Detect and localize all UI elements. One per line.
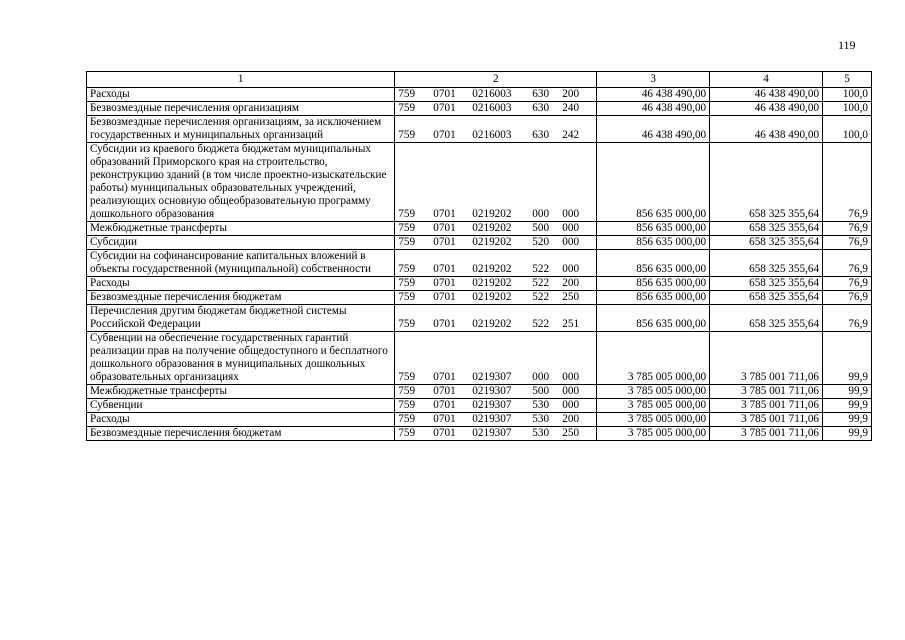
- header-cell-name: 1: [87, 72, 395, 88]
- row-name-cell: Безвозмездные перечисления бюджетам: [87, 291, 395, 305]
- row-name-cell: Субвенции: [87, 399, 395, 413]
- target-code: 0219202: [472, 222, 512, 234]
- table-body: [87, 72, 872, 441]
- expense-type-code: 522: [532, 291, 550, 303]
- row-fact-cell: 3 785 001 711,06: [710, 427, 823, 441]
- kosgu-code: 000: [562, 263, 580, 275]
- row-name-cell: Безвозмездные перечисления организациям: [87, 102, 395, 116]
- table-row: [87, 236, 872, 250]
- row-name-cell: Межбюджетные трансферты: [87, 385, 395, 399]
- row-code-cell: [395, 236, 597, 250]
- target-code: 0219202: [472, 318, 512, 330]
- row-code-cell: [395, 250, 597, 277]
- expense-type-code: 522: [532, 318, 550, 330]
- section-code: 0701: [433, 263, 456, 275]
- section-code: 0701: [433, 236, 456, 248]
- target-code: 0216003: [472, 88, 512, 100]
- kosgu-code: 000: [562, 208, 580, 220]
- row-fact-cell: 658 325 355,64: [710, 143, 823, 222]
- target-code: 0216003: [472, 129, 512, 141]
- row-percent-cell: 99,9: [823, 413, 872, 427]
- row-code-cell: [395, 277, 597, 291]
- row-plan-cell: 3 785 005 000,00: [597, 413, 710, 427]
- expense-type-code: 522: [532, 277, 550, 289]
- row-plan-cell: 3 785 005 000,00: [597, 399, 710, 413]
- target-code: 0216003: [472, 102, 512, 114]
- row-name-cell: Межбюджетные трансферты: [87, 222, 395, 236]
- header-cell-percent: 5: [823, 72, 872, 88]
- row-name-cell: Безвозмездные перечисления организациям, за исключением государственных и муниципальных организаций: [87, 116, 395, 143]
- row-code-cell: [395, 427, 597, 441]
- kosgu-code: 000: [562, 236, 580, 248]
- grbs-code: 759: [398, 318, 416, 330]
- expense-type-code: 530: [532, 399, 550, 411]
- grbs-code: 759: [398, 277, 416, 289]
- target-code: 0219307: [472, 385, 512, 397]
- row-plan-cell: 856 635 000,00: [597, 291, 710, 305]
- target-code: 0219307: [472, 371, 512, 383]
- budget-table: [86, 71, 872, 441]
- row-code-cell: [395, 116, 597, 143]
- row-percent-cell: 100,0: [823, 102, 872, 116]
- grbs-code: 759: [398, 427, 416, 439]
- row-percent-cell: 99,9: [823, 399, 872, 413]
- row-fact-cell: 658 325 355,64: [710, 291, 823, 305]
- table-row: [87, 222, 872, 236]
- row-plan-cell: 856 635 000,00: [597, 250, 710, 277]
- row-fact-cell: 658 325 355,64: [710, 236, 823, 250]
- grbs-code: 759: [398, 208, 416, 220]
- section-code: 0701: [433, 88, 456, 100]
- kosgu-code: 000: [562, 399, 580, 411]
- kosgu-code: 242: [562, 129, 580, 141]
- kosgu-code: 200: [562, 88, 580, 100]
- row-fact-cell: 3 785 001 711,06: [710, 385, 823, 399]
- expense-type-code: 530: [532, 413, 550, 425]
- row-percent-cell: 76,9: [823, 143, 872, 222]
- grbs-code: 759: [398, 399, 416, 411]
- row-plan-cell: 856 635 000,00: [597, 305, 710, 332]
- kosgu-code: 200: [562, 413, 580, 425]
- grbs-code: 759: [398, 129, 416, 141]
- row-name-cell: Субсидии на софинансирование капитальных вложений в объекты государственной (муниципальной) собственности: [87, 250, 395, 277]
- row-plan-cell: 3 785 005 000,00: [597, 427, 710, 441]
- row-percent-cell: 100,0: [823, 88, 872, 102]
- kosgu-code: 000: [562, 371, 580, 383]
- row-name-cell: Безвозмездные перечисления бюджетам: [87, 427, 395, 441]
- row-code-cell: [395, 88, 597, 102]
- row-code-cell: [395, 385, 597, 399]
- table-row: [87, 116, 872, 143]
- row-code-cell: [395, 413, 597, 427]
- row-name-cell: Расходы: [87, 277, 395, 291]
- expense-type-code: 630: [532, 129, 550, 141]
- expense-type-code: 630: [532, 102, 550, 114]
- row-code-cell: [395, 143, 597, 222]
- kosgu-code: 200: [562, 277, 580, 289]
- row-percent-cell: 76,9: [823, 250, 872, 277]
- row-name-cell: Перечисления другим бюджетам бюджетной системы Российской Федерации: [87, 305, 395, 332]
- row-plan-cell: 856 635 000,00: [597, 236, 710, 250]
- row-name-cell: Расходы: [87, 413, 395, 427]
- target-code: 0219202: [472, 208, 512, 220]
- expense-type-code: 522: [532, 263, 550, 275]
- header-row: [87, 72, 872, 88]
- row-percent-cell: 99,9: [823, 332, 872, 385]
- row-plan-cell: 856 635 000,00: [597, 143, 710, 222]
- row-fact-cell: 658 325 355,64: [710, 305, 823, 332]
- expense-type-code: 630: [532, 88, 550, 100]
- section-code: 0701: [433, 222, 456, 234]
- target-code: 0219307: [472, 399, 512, 411]
- expense-type-code: 500: [532, 222, 550, 234]
- row-code-cell: [395, 305, 597, 332]
- expense-type-code: 000: [532, 371, 550, 383]
- target-code: 0219202: [472, 236, 512, 248]
- expense-type-code: 500: [532, 385, 550, 397]
- row-fact-cell: 46 438 490,00: [710, 88, 823, 102]
- grbs-code: 759: [398, 385, 416, 397]
- row-fact-cell: 3 785 001 711,06: [710, 413, 823, 427]
- row-code-cell: [395, 332, 597, 385]
- section-code: 0701: [433, 129, 456, 141]
- row-percent-cell: 99,9: [823, 385, 872, 399]
- grbs-code: 759: [398, 222, 416, 234]
- row-plan-cell: 3 785 005 000,00: [597, 332, 710, 385]
- table-row: [87, 88, 872, 102]
- section-code: 0701: [433, 102, 456, 114]
- grbs-code: 759: [398, 88, 416, 100]
- grbs-code: 759: [398, 236, 416, 248]
- grbs-code: 759: [398, 291, 416, 303]
- expense-type-code: 530: [532, 427, 550, 439]
- target-code: 0219307: [472, 413, 512, 425]
- page-number: 119: [838, 38, 856, 52]
- table-row: [87, 277, 872, 291]
- kosgu-code: 251: [562, 318, 580, 330]
- expense-type-code: 520: [532, 236, 550, 248]
- table-row: [87, 413, 872, 427]
- section-code: 0701: [433, 399, 456, 411]
- grbs-code: 759: [398, 413, 416, 425]
- row-fact-cell: 658 325 355,64: [710, 222, 823, 236]
- section-code: 0701: [433, 208, 456, 220]
- section-code: 0701: [433, 427, 456, 439]
- grbs-code: 759: [398, 371, 416, 383]
- row-percent-cell: 76,9: [823, 277, 872, 291]
- table-row: [87, 385, 872, 399]
- row-code-cell: [395, 102, 597, 116]
- section-code: 0701: [433, 318, 456, 330]
- row-plan-cell: 856 635 000,00: [597, 277, 710, 291]
- row-percent-cell: 76,9: [823, 305, 872, 332]
- kosgu-code: 000: [562, 385, 580, 397]
- row-fact-cell: 658 325 355,64: [710, 250, 823, 277]
- row-code-cell: [395, 291, 597, 305]
- section-code: 0701: [433, 277, 456, 289]
- target-code: 0219202: [472, 291, 512, 303]
- row-plan-cell: 46 438 490,00: [597, 102, 710, 116]
- grbs-code: 759: [398, 102, 416, 114]
- header-cell-fact: 4: [710, 72, 823, 88]
- row-name-cell: Субсидии: [87, 236, 395, 250]
- row-percent-cell: 99,9: [823, 427, 872, 441]
- grbs-code: 759: [398, 263, 416, 275]
- kosgu-code: 250: [562, 427, 580, 439]
- table-row: [87, 102, 872, 116]
- row-plan-cell: 856 635 000,00: [597, 222, 710, 236]
- table-row: [87, 332, 872, 385]
- header-cell-code: 2: [395, 72, 597, 88]
- table-row: [87, 305, 872, 332]
- table-row: [87, 250, 872, 277]
- row-code-cell: [395, 222, 597, 236]
- row-plan-cell: 46 438 490,00: [597, 116, 710, 143]
- target-code: 0219307: [472, 427, 512, 439]
- row-fact-cell: 3 785 001 711,06: [710, 332, 823, 385]
- section-code: 0701: [433, 371, 456, 383]
- row-fact-cell: 3 785 001 711,06: [710, 399, 823, 413]
- kosgu-code: 000: [562, 222, 580, 234]
- row-plan-cell: 46 438 490,00: [597, 88, 710, 102]
- row-fact-cell: 46 438 490,00: [710, 102, 823, 116]
- row-fact-cell: 658 325 355,64: [710, 277, 823, 291]
- row-code-cell: [395, 399, 597, 413]
- header-cell-plan: 3: [597, 72, 710, 88]
- row-percent-cell: 76,9: [823, 236, 872, 250]
- section-code: 0701: [433, 413, 456, 425]
- table-row: [87, 399, 872, 413]
- target-code: 0219202: [472, 277, 512, 289]
- row-name-cell: Субвенции на обеспечение государственных гарантий реализации прав на получение общедоступного и бесплатного дошкольного образования в муниципальных дошкольных образовательных организациях: [87, 332, 395, 385]
- expense-type-code: 000: [532, 208, 550, 220]
- row-fact-cell: 46 438 490,00: [710, 116, 823, 143]
- row-percent-cell: 76,9: [823, 291, 872, 305]
- row-name-cell: Субсидии из краевого бюджета бюджетам муниципальных образований Приморского края на строительство, реконструкцию зданий (в том числе проектно-изыскательские работы) муниципальных образовательных учреждений, реализующих основную общеобразовательную программу дошкольного образования: [87, 143, 395, 222]
- row-name-cell: Расходы: [87, 88, 395, 102]
- table-row: [87, 291, 872, 305]
- table-row: [87, 427, 872, 441]
- row-plan-cell: 3 785 005 000,00: [597, 385, 710, 399]
- target-code: 0219202: [472, 263, 512, 275]
- kosgu-code: 240: [562, 102, 580, 114]
- section-code: 0701: [433, 291, 456, 303]
- table-row: [87, 143, 872, 222]
- kosgu-code: 250: [562, 291, 580, 303]
- row-percent-cell: 100,0: [823, 116, 872, 143]
- section-code: 0701: [433, 385, 456, 397]
- row-percent-cell: 76,9: [823, 222, 872, 236]
